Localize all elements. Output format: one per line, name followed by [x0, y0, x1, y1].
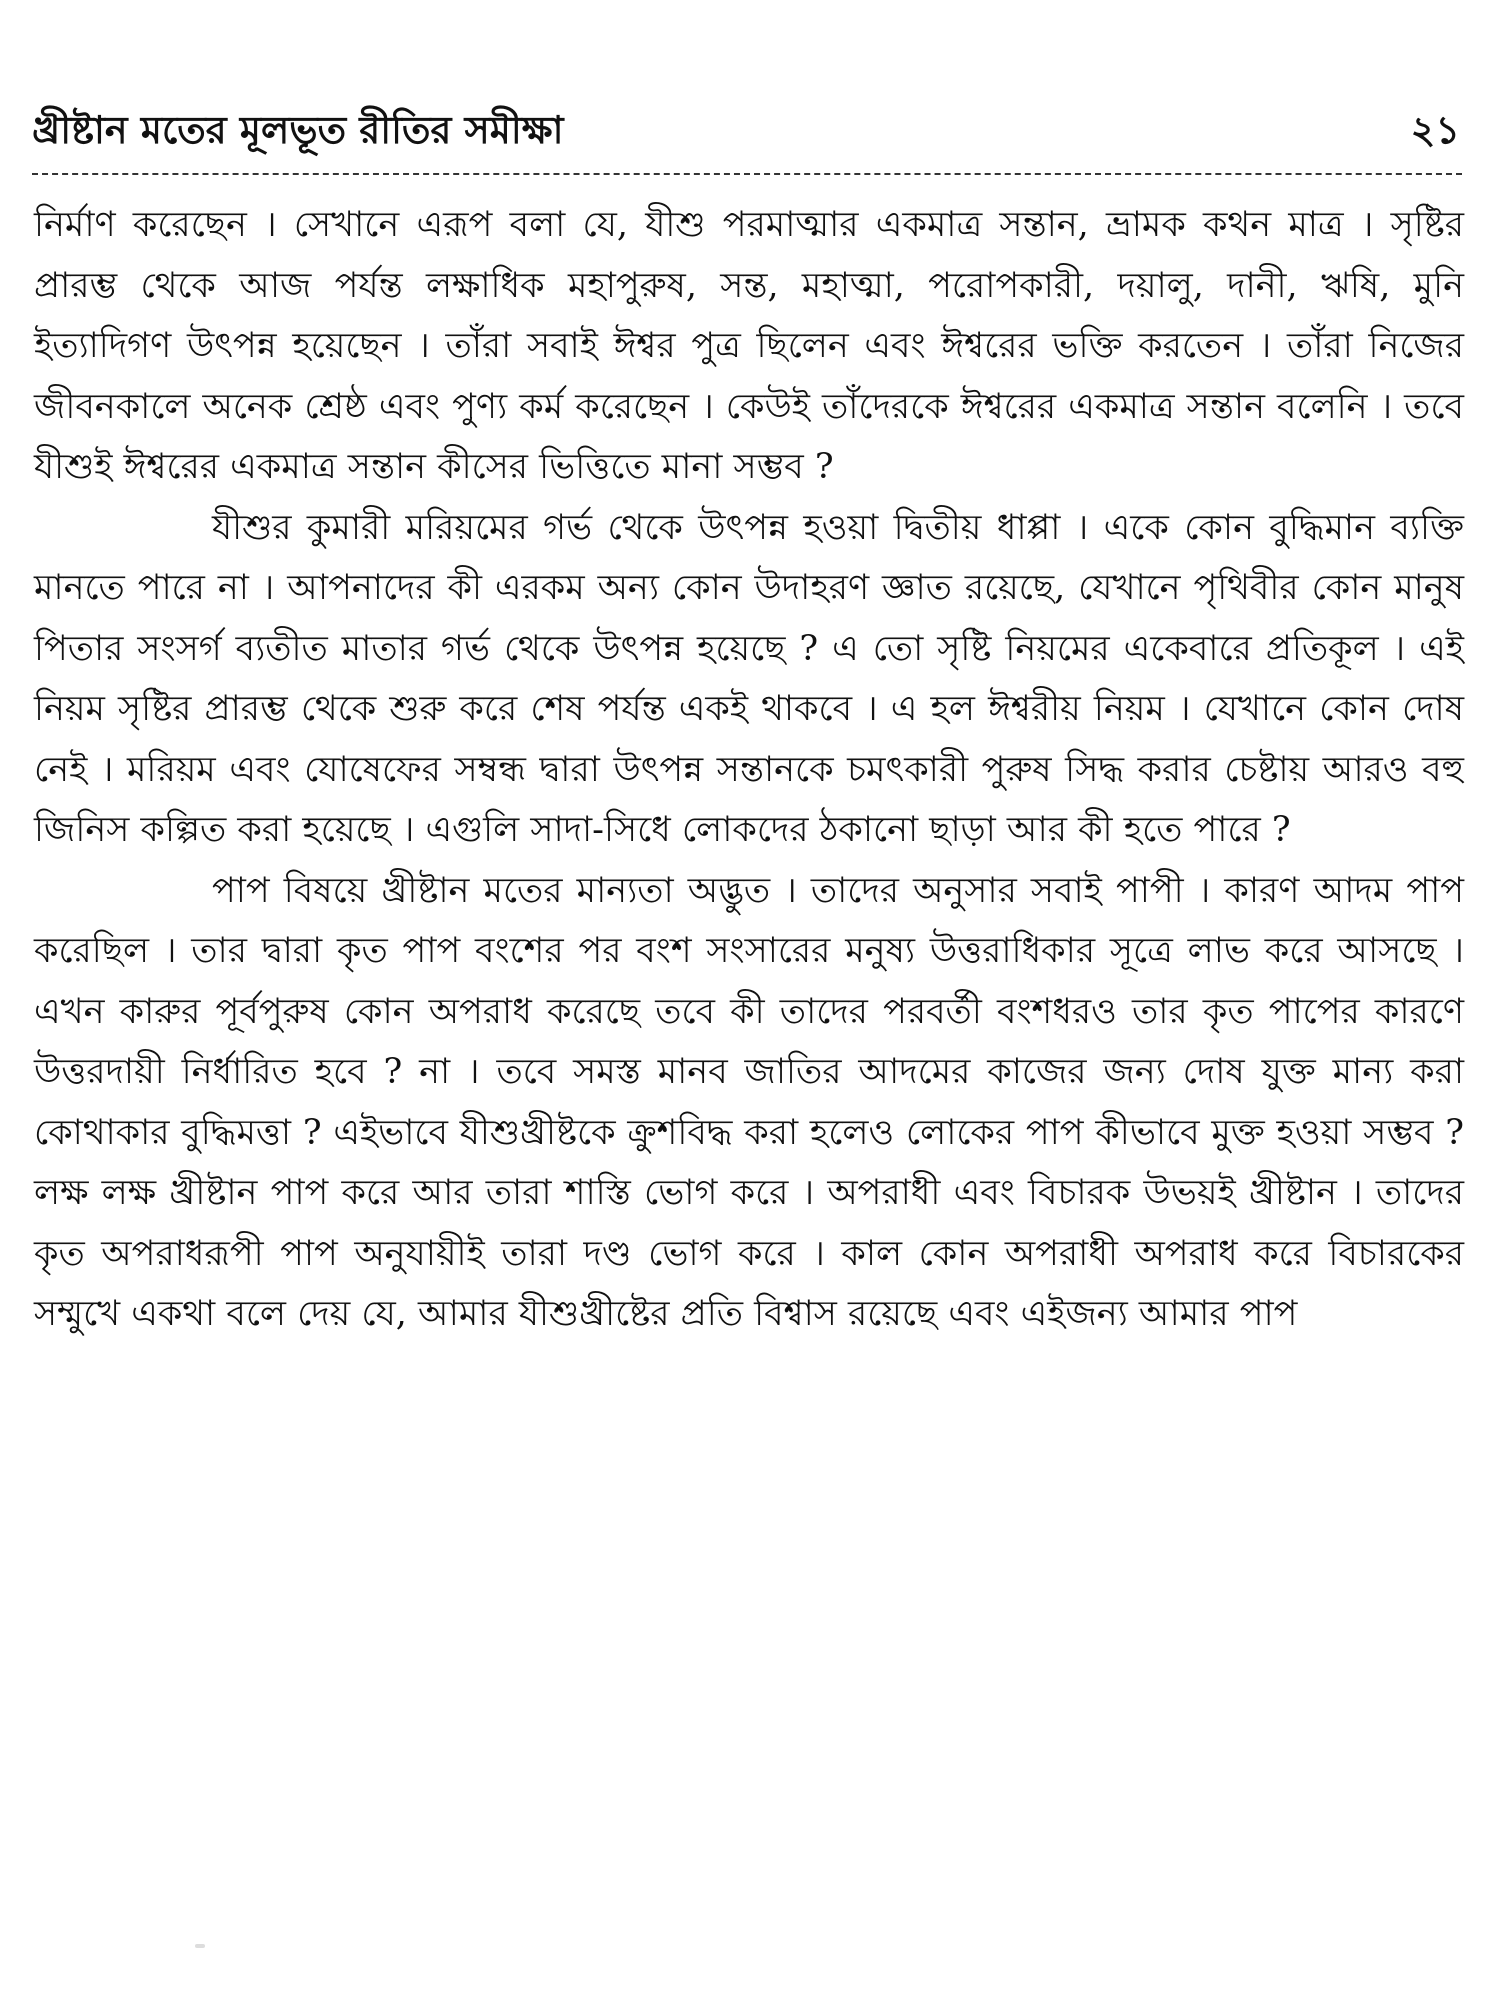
paragraph-3: পাপ বিষয়ে খ্রীষ্টান মতের মান্যতা অদ্ভুত । তাদের অনুসার সবাই পাপী । কারণ আদম পাপ করেছিল । তার দ্বারা কৃত পাপ বংশের পর বংশ সংসারের মনুষ্য উত্তরাধিকার সূত্রে লাভ করে আসছে । এখন কারুর পূর্বপুরুষ কোন অপরাধ করেছে তবে কী তাদের পরবর্তী বংশধরও তার কৃত পাপের কারণে উত্তরদায়ী নির্ধারিত হবে ? না । তবে সমস্ত মানব জাতির আদমের কাজের জন্য দোষ যুক্ত মান্য করা কোথাকার বুদ্ধিমত্তা ? এইভাবে যীশুখ্রীষ্টকে ক্রুশবিদ্ধ করা হলেও লোকের পাপ কীভাবে মুক্ত হওয়া সম্ভব ? লক্ষ লক্ষ খ্রীষ্টান পাপ করে আর তারা শাস্তি ভোগ করে । অপরাধী এবং বিচারক উভয়ই খ্রীষ্টান । তাদের কৃত অপরাধরূপী পাপ অনুযায়ীই তারা দণ্ড ভোগ করে । কাল কোন অপরাধী অপরাধ করে বিচারকের সম্মুখে একথা বলে দেয় যে, আমার যীশুখ্রীষ্টের প্রতি বিশ্বাস রয়েছে এবং এইজন্য আমার পাপ — [34, 870, 1464, 1334]
page-number: ২১ — [1410, 107, 1460, 152]
header-dashed-rule — [32, 173, 1462, 175]
body-text — [34, 195, 1464, 1345]
paragraph-1: নির্মাণ করেছেন । সেখানে এরূপ বলা যে, যীশু পরমাত্মার একমাত্র সন্তান, ভ্রামক কথন মাত্র । সৃষ্টির প্রারম্ভ থেকে আজ পর্যন্ত লক্ষাধিক মহাপুরুষ, সন্ত, মহাত্মা, পরোপকারী, দয়ালু, দানী, ঋষি, মুনি ইত্যাদিগণ উৎপন্ন হয়েছেন । তাঁরা সবাই ঈশ্বর পুত্র ছিলেন এবং ঈশ্বরের ভক্তি করতেন । তাঁরা নিজের জীবনকালে অনেক শ্রেষ্ঠ এবং পুণ্য কর্ম করেছেন । কেউই তাঁদেরকে ঈশ্বরের একমাত্র সন্তান বলেনি । তবে যীশুই ঈশ্বরের একমাত্র সন্তান কীসের ভিত্তিতে মানা সম্ভব ? — [34, 205, 1464, 487]
paragraph-2: যীশুর কুমারী মরিয়মের গর্ভ থেকে উৎপন্ন হওয়া দ্বিতীয় ধাপ্পা । একে কোন বুদ্ধিমান ব্যক্তি মানতে পারে না । আপনাদের কী এরকম অন্য কোন উদাহরণ জ্ঞাত রয়েছে, যেখানে পৃথিবীর কোন মানুষ পিতার সংসর্গ ব্যতীত মাতার গর্ভ থেকে উৎপন্ন হয়েছে ? এ তো সৃষ্টি নিয়মের একেবারে প্রতিকূল । এই নিয়ম সৃষ্টির প্রারম্ভ থেকে শুরু করে শেষ পর্যন্ত একই থাকবে । এ হল ঈশ্বরীয় নিয়ম । যেখানে কোন দোষ নেই । মরিয়ম এবং যোষেফের সম্বন্ধ দ্বারা উৎপন্ন সন্তানকে চমৎকারী পুরুষ সিদ্ধ করার চেষ্টায় আরও বহু জিনিস কল্পিত করা হয়েছে । এগুলি সাদা-সিধে লোকদের ঠকানো ছাড়া আর কী হতে পারে ? — [34, 507, 1464, 850]
running-title: খ্রীষ্টান মতের মূলভূত রীতির সমীক্ষা — [32, 107, 564, 152]
scan-smudge — [195, 1944, 205, 1948]
page-header — [32, 95, 1460, 165]
